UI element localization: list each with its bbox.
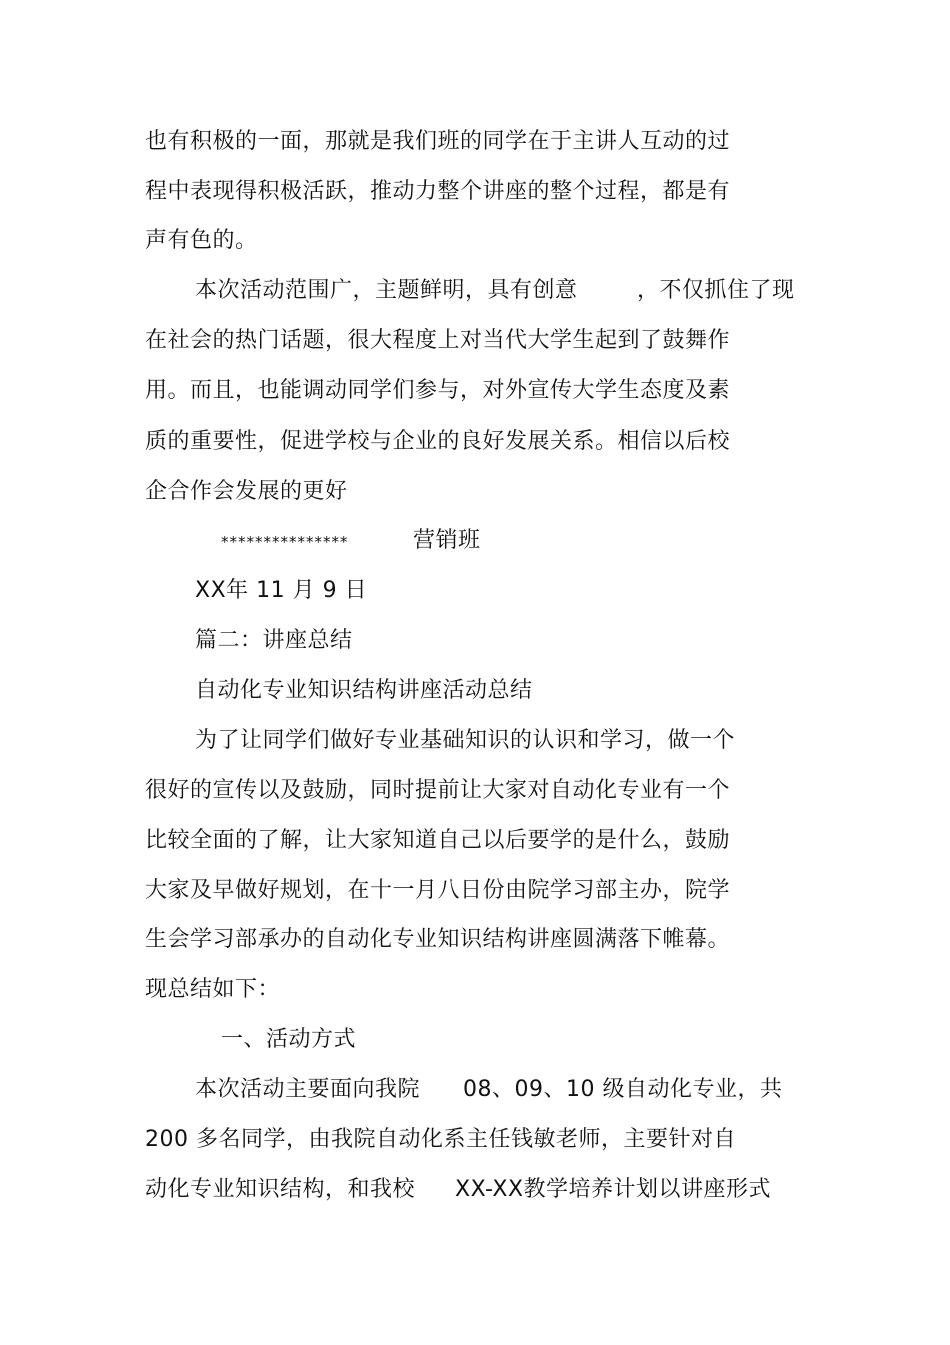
text-line: 质的重要性，促进学校与企业的良好发展关系。相信以后校 bbox=[145, 429, 731, 454]
text-line: 200 多名同学，由我院自动化系主任钱敏老师，主要针对自 bbox=[145, 1127, 736, 1152]
text-line: 现总结如下： bbox=[145, 977, 281, 1002]
text-line: 程中表现得积极活跃，推动力整个讲座的整个过程，都是有 bbox=[145, 179, 731, 204]
text-line: 很好的宣传以及鼓励，同时提前让大家对自动化专业有一个 bbox=[145, 778, 731, 803]
signature-class: 营销班 bbox=[413, 528, 481, 553]
text-line: XX-XX教学培养计划以讲座形式 bbox=[455, 1177, 772, 1202]
text-line: 08、09、10 级自动化专业，共 bbox=[463, 1077, 783, 1102]
subsection-heading: 一、活动方式 bbox=[221, 1027, 357, 1052]
text-line: 也有积极的一面，那就是我们班的同学在于主讲人互动的过 bbox=[145, 129, 731, 154]
text-line: 在社会的热门话题，很大程度上对当代大学生起到了鼓舞作 bbox=[145, 328, 731, 353]
article-title: 自动化专业知识结构讲座活动总结 bbox=[195, 678, 533, 703]
date-line: XX年 11 月 9 日 bbox=[195, 578, 368, 603]
text-line: 声有色的。 bbox=[145, 228, 258, 253]
text-line: 比较全面的了解，让大家知道自己以后要学的是什么，鼓励 bbox=[145, 828, 731, 853]
text-line: 本次活动范围广，主题鲜明，具有创意 bbox=[195, 278, 578, 303]
signature-stars: *************** bbox=[221, 533, 349, 551]
text-line: 用。而且，也能调动同学们参与，对外宣传大学生态度及素 bbox=[145, 378, 731, 403]
text-line: 为了让同学们做好专业基础知识的认识和学习，做一个 bbox=[195, 728, 736, 753]
text-line: 动化专业知识结构，和我校 bbox=[145, 1177, 416, 1202]
text-line: 大家及早做好规划，在十一月八日份由院学习部主办，院学 bbox=[145, 878, 731, 903]
text-line: 企合作会发展的更好 bbox=[145, 479, 348, 504]
text-line: ，不仅抓住了现 bbox=[637, 278, 795, 303]
text-line: 生会学习部承办的自动化专业知识结构讲座圆满落下帷幕。 bbox=[145, 927, 731, 952]
section-heading: 篇二：讲座总结 bbox=[195, 628, 353, 653]
text-line: 本次活动主要面向我院 bbox=[195, 1077, 421, 1102]
